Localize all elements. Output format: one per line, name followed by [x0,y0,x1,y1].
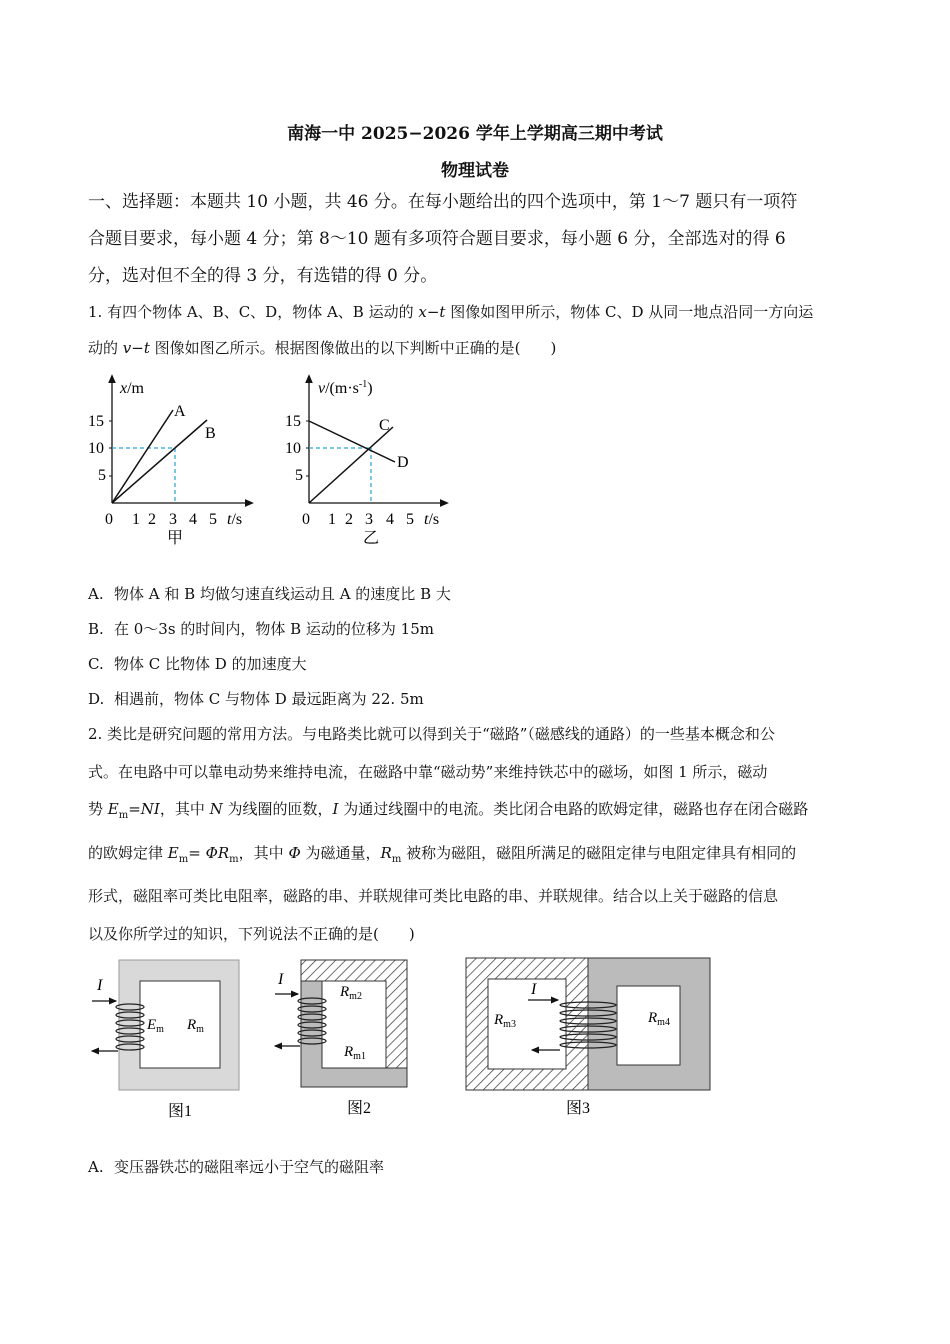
figure-2 [275,960,407,1117]
yi-ytick-10: 10 [285,440,301,457]
section-line-1: 一、选择题：本题共 10 小题，共 46 分。在每小题给出的四个选项中，第 1～7 题只有一项符 [88,192,798,212]
jia-xtick-5: 5 [209,511,217,528]
q1-option-c[interactable]: C. 物体 C 比物体 D 的加速度大 [88,655,307,673]
fig1-label-rm: $R_m$ [187,1017,204,1035]
jia-xtick-3: 3 [169,511,177,528]
yi-caption: 乙 [363,530,380,547]
page-subtitle: 物理试卷 [441,161,509,181]
fig2-caption: 图2 [347,1100,372,1117]
q2-line-4: 的欧姆定律 $E_m= \Phi R_m$，其中 Φ 为磁通量，$R_m$ 被称为磁阻，磁阻所满足的磁阻定律与电阻定律具有相同的 [88,843,797,865]
yi-xtick-1: 1 [328,511,336,528]
jia-xtick-0: 0 [105,511,113,528]
fig1-label-i: I [97,977,103,994]
figure-1 [92,960,239,1120]
fig2-label-rm2: $R_{m2}$ [340,984,362,1002]
fig3-label-rm3: $R_{m3}$ [494,1012,516,1030]
q2-line-5: 形式，磁阻率可类比电阻率，磁路的串、并联规律可类比电路的串、并联规律。结合以上关于磁路的信息 [88,887,779,905]
q1-option-b[interactable]: B. 在 0～3s 的时间内，物体 B 运动的位移为 15m [88,620,434,638]
jia-label-b: B [205,425,216,442]
question-1-stem [88,294,868,366]
q1-option-a[interactable]: A. 物体 A 和 B 均做匀速直线运动且 A 的速度比 B 大 [88,585,451,603]
section-instructions [88,184,868,295]
yi-label-c: C [379,417,390,434]
jia-ytick-10: 10 [88,440,104,457]
question-2-stem [88,716,868,953]
yi-xtick-5: 5 [406,511,414,528]
figure-yi-chart [283,372,458,552]
q2-line-2: 式。在电路中可以靠电动势来维持电流，在磁路中靠“磁动势”来维持铁芯中的磁场，如图 1 所示，磁动 [88,762,768,781]
fig1-caption: 图1 [168,1103,193,1120]
yi-x-axis-label: t/s [424,511,440,528]
yi-label-d: D [397,454,409,471]
fig2-label-i: I [278,971,284,988]
magnetic-circuit-figures [88,950,718,1125]
yi-xtick-3: 3 [365,511,373,528]
fig2-label-rm1: $R_{m1}$ [344,1044,366,1062]
figure-3 [466,958,710,1117]
yi-ytick-15: 15 [285,413,301,430]
jia-xtick-1: 1 [132,511,140,528]
figure-jia-chart [90,372,260,552]
yi-y-axis-label: $v/(m\cdot s^{-1})$ [318,379,373,397]
q1-line-2: 动的 v−t 图像如图乙所示。根据图像做出的以下判断中正确的是( ) [88,339,557,357]
q2-line-1: 2. 类比是研究问题的常用方法。与电路类比就可以得到关于“磁路”（磁感线的通路）的一些基本概念和公 [88,725,775,743]
q1-line-1: 1. 有四个物体 A、B、C、D，物体 A、B 运动的 x−t 图像如图甲所示，物体 C、D 从同一地点沿同一方向运 [88,303,814,321]
yi-line-c [309,427,393,503]
jia-line-b [112,420,207,503]
q2-line-3: 势 $E_m=NI$，其中 N 为线圈的匝数，I 为通过线圈中的电流。类比闭合电路的欧姆定律，磁路也存在闭合磁路 [88,800,809,821]
jia-ytick-15: 15 [88,413,104,430]
jia-line-a [112,410,173,503]
jia-ytick-5: 5 [98,467,106,484]
yi-xtick-2: 2 [345,511,353,528]
jia-x-axis-label: t/s [227,511,243,528]
q2-option-a[interactable]: A. 变压器铁芯的磁阻率远小于空气的磁阻率 [88,1158,385,1176]
jia-label-a: A [174,403,186,420]
yi-xtick-4: 4 [386,511,394,528]
page-title: 南海一中 2025−2026 学年上学期高三期中考试 [287,124,663,144]
section-line-3: 分，选对但不全的得 3 分，有选错的得 0 分。 [88,266,438,286]
yi-ytick-5: 5 [295,467,303,484]
fig1-label-em: $E_m$ [147,1017,164,1035]
fig3-label-i: I [531,981,537,998]
q1-option-d[interactable]: D. 相遇前，物体 C 与物体 D 最远距离为 22. 5m [88,690,424,708]
jia-y-axis-label: x/m [120,380,144,397]
q2-line-6: 以及你所学过的知识，下列说法不正确的是( ) [88,924,415,943]
section-line-2: 合题目要求，每小题 4 分；第 8～10 题有多项符合题目要求，每小题 6 分，全部选对的得 6 [88,229,786,249]
yi-xtick-0: 0 [302,511,310,528]
fig3-label-rm4: $R_{m4}$ [648,1010,670,1028]
jia-caption: 甲 [167,530,184,547]
fig3-caption: 图3 [566,1100,591,1117]
jia-xtick-4: 4 [189,511,197,528]
jia-xtick-2: 2 [148,511,156,528]
